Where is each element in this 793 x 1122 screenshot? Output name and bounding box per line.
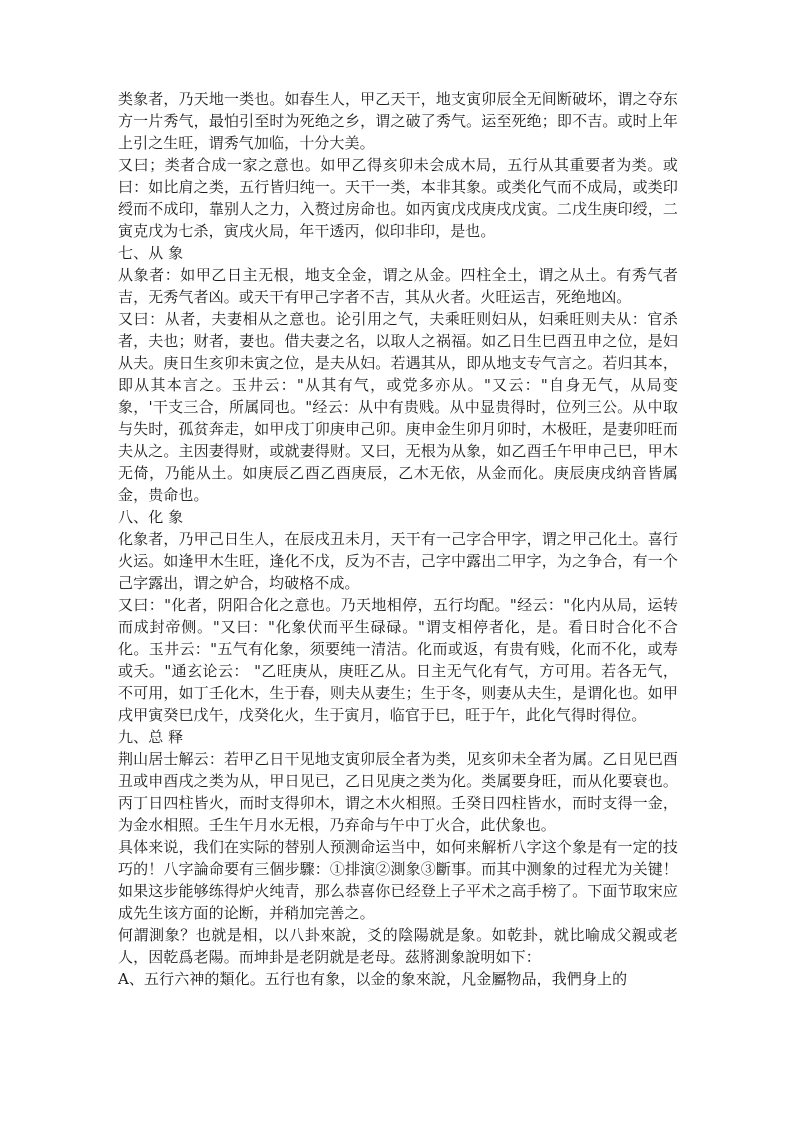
paragraph-class-image-alt: 又曰；类者合成一家之意也。如甲乙得亥卯未会成木局，五行从其重要者为类。或曰：如比肩之类，五行皆归纯一。天干一类，本非其象。或类化气而不成局，或类印绶而不成印，靠别人之力，入赘过房命也。如丙寅戊戌庚戌戊寅。二戊生庚印绶，二寅克戊为七杀，寅戌火局，年干透丙，似印非印，是也。: [118, 156, 678, 240]
section-heading-summary: 九、总 释: [118, 728, 184, 746]
paragraph-summary-jingshan: 荆山居士解云：若甲乙日干见地支寅卯辰全者为类，见亥卯未全者为属。乙日见巳酉丑或申酉戌之类为从，甲日见已，乙日见庚之类为化。类属要身旺，而从化要衰也。丙丁日四柱皆火，而时支得卯木，谓之木火相照。壬癸日四柱皆水，而时支得一金，为金水相照。壬生午月水无根，乃弃命与午中丁火合，此伏象也。: [118, 750, 678, 834]
paragraph-practical-technique: 具体来说，我们在实际的替别人预测命运当中，如何来解析八字这个象是有一定的技巧的！八字論命要有三個步驟：①排演②測象③斷事。而其中测象的过程尤为关键！如果这步能够练得炉火纯青，那么恭喜你已经登上子平术之高手榜了。下面节取宋应成先生该方面的论断，并稍加完善之。: [118, 838, 678, 922]
paragraph-class-image: 类象者，乃天地一类也。如春生人，甲乙天干，地支寅卯辰全无间断破坏，谓之夺东方一片秀气，最怕引至时为死绝之乡，谓之破了秀气。运至死绝；即不吉。或时上年上引之生旺，谓秀气加临，十分大美。: [118, 90, 678, 152]
paragraph-transform-image-alt: 又曰："化者，阴阳合化之意也。乃天地相停，五行均配。"经云："化内从局，运转而成封帝侧。"又曰："化象伏而平生碌碌。"谓支相停者化，是。看日时合化不合化。玉井云："五气有化象，须要纯一清洁。化而或返，有贵有贱，化而不化，或寿或夭。"通玄论云： "乙旺庚从，庚旺乙从。日主无气化有气，方可用。若各无气，不可用，如丁壬化木，生于春，则夫从妻生；生于冬，则妻从夫生，是谓化也。如甲戌甲寅癸巳戊午，戊癸化火，生于寅月，临官于巳，旺于午，此化气得时得位。: [118, 596, 678, 724]
paragraph-follow-image: 从象者：如甲乙日主无根，地支全金，谓之从金。四柱全土，谓之从土。有秀气者吉，无秀气者凶。或天干有甲己字者不吉，其从火者。火旺运吉，死绝地凶。: [118, 266, 678, 306]
section-heading-transform-image: 八、化 象: [118, 508, 184, 526]
paragraph-what-is-image: 何謂測象？也就是相，以八卦來說，爻的陰陽就是象。如乾卦，就比喻成父親或老人，因乾爲老陽。而坤卦是老阴就是老母。茲將測象說明如下：: [118, 926, 678, 966]
paragraph-transform-image: 化象者，乃甲己日生人，在辰戌丑未月，天干有一己字合甲字，谓之甲己化土。喜行火运。如逢甲木生旺，逢化不戊，反为不吉，己字中露出二甲字，为之争合，有一个己字露出，谓之妒合，均破格不成。: [118, 530, 678, 592]
paragraph-follow-image-alt: 又曰：从者，夫妻相从之意也。论引用之气，夫乘旺则妇从，妇乘旺则夫从：官杀者，夫也；财者，妻也。借夫妻之名，以取人之祸福。如乙日生巳酉丑申之位，是妇从夫。庚日生亥卯未寅之位，是夫从妇。若遇其从，即从地支专气言之。若归其本，即从其本言之。玉井云："从其有气，或党多亦从。"又云："自身无气，从局变象，'干支三合，所属同也。"经云：从中有贵贱。从中显贵得时，位列三公。从中取与失时，孤贫奔走，如甲戌丁卯庚申己卯。庚申金生卯月卯时，木极旺，是妻卯旺而夫从之。主因妻得财，或就妻得财。又曰，无根为从象，如乙酉壬午甲申己巳，甲木无倚，乃能从土。如庚辰乙酉乙酉庚辰，乙木无依，从金而化。庚辰庚戌纳音皆属金，贵命也。: [118, 310, 678, 504]
paragraph-five-elements: A、五行六神的類化。五行也有象，以金的象來說，凡金屬物品，我們身上的: [118, 970, 628, 988]
section-heading-follow-image: 七、从 象: [118, 244, 184, 262]
document-page: [118, 88, 678, 990]
